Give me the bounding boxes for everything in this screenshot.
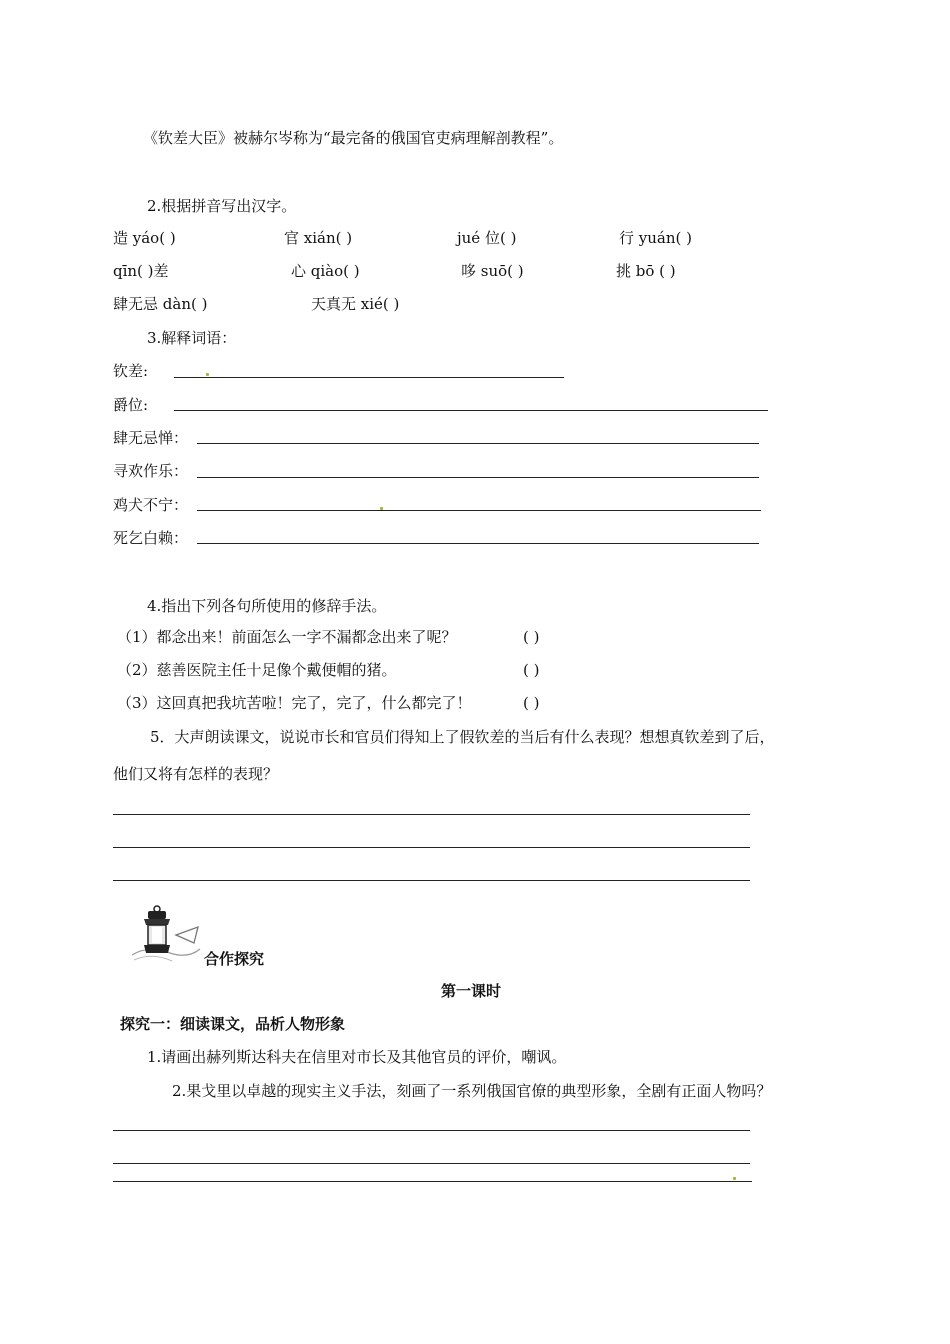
pinyin-item: 挑 bō ( ) [616, 262, 676, 280]
answer-line[interactable] [113, 880, 750, 881]
stray-mark [380, 507, 383, 510]
q5-text: 5．大声朗读课文，说说市长和官员们得知上了假钦差的当后有什么表现？想想真钦差到了后， [150, 728, 775, 746]
rhetoric-item: （3）这回真把我坑苦啦！完了，完了，什么都完了！ [117, 694, 472, 712]
answer-line[interactable] [113, 1181, 752, 1182]
term-label: 爵位: [113, 396, 149, 414]
answer-bracket[interactable]: ( ) [523, 661, 540, 679]
stray-mark [206, 373, 209, 376]
answer-bracket[interactable]: ( ) [523, 628, 540, 646]
pinyin-item: 行 yuán( ) [619, 229, 692, 247]
answer-bracket[interactable]: ( ) [523, 694, 540, 712]
intro-text: 《钦差大臣》被赫尔岑称为“最完备的俄国官吏病理解剖教程”。 [143, 129, 564, 147]
q4-title: 4.指出下列各句所使用的修辞手法。 [147, 597, 387, 615]
term-label: 肆无忌惮： [113, 429, 189, 447]
rhetoric-item: （2）慈善医院主任十足像个戴便帽的猪。 [117, 661, 397, 679]
answer-line[interactable] [197, 477, 759, 478]
answer-line[interactable] [174, 410, 768, 411]
pinyin-item: 天真无 xié( ) [311, 295, 400, 313]
pinyin-item: 肆无忌 dàn( ) [113, 295, 208, 313]
pinyin-item: 哆 suō( ) [461, 262, 524, 280]
pinyin-item: 造 yáo( ) [113, 229, 176, 247]
term-label: 死乞白赖： [113, 529, 189, 547]
pinyin-item: 心 qiào( ) [291, 262, 360, 280]
pinyin-item: qīn( )差 [113, 262, 169, 280]
answer-line[interactable] [197, 510, 761, 511]
pinyin-item: 官 xián( ) [284, 229, 353, 247]
answer-line[interactable] [113, 814, 750, 815]
lesson-title: 第一课时 [441, 982, 502, 1000]
section-heading: 合作探究 [204, 950, 265, 968]
explore-question: 2.果戈里以卓越的现实主义手法，刻画了一系列俄国官僚的典型形象，全剧有正面人物吗？ [172, 1082, 772, 1100]
q3-title: 3.解释词语： [147, 329, 237, 347]
answer-line[interactable] [113, 847, 750, 848]
term-label: 寻欢作乐： [113, 462, 189, 480]
pinyin-item: jué 位( ) [457, 229, 517, 247]
explore-title: 探究一：细读课文，品析人物形象 [120, 1015, 346, 1033]
q2-title: 2.根据拼音写出汉字。 [147, 197, 297, 215]
stray-mark [733, 1177, 736, 1180]
answer-line[interactable] [174, 377, 564, 378]
answer-line[interactable] [113, 1163, 750, 1164]
term-label: 钦差: [113, 362, 149, 380]
explore-question: 1.请画出赫列斯达科夫在信里对市长及其他官员的评价，嘲讽。 [147, 1048, 567, 1066]
answer-line[interactable] [197, 443, 759, 444]
answer-line[interactable] [197, 543, 759, 544]
term-label: 鸡犬不宁： [113, 496, 189, 514]
answer-line[interactable] [113, 1130, 750, 1131]
lantern-icon [128, 905, 203, 970]
q5-text: 他们又将有怎样的表现？ [113, 765, 279, 783]
rhetoric-item: （1）都念出来！前面怎么一字不漏都念出来了呢？ [117, 628, 457, 646]
